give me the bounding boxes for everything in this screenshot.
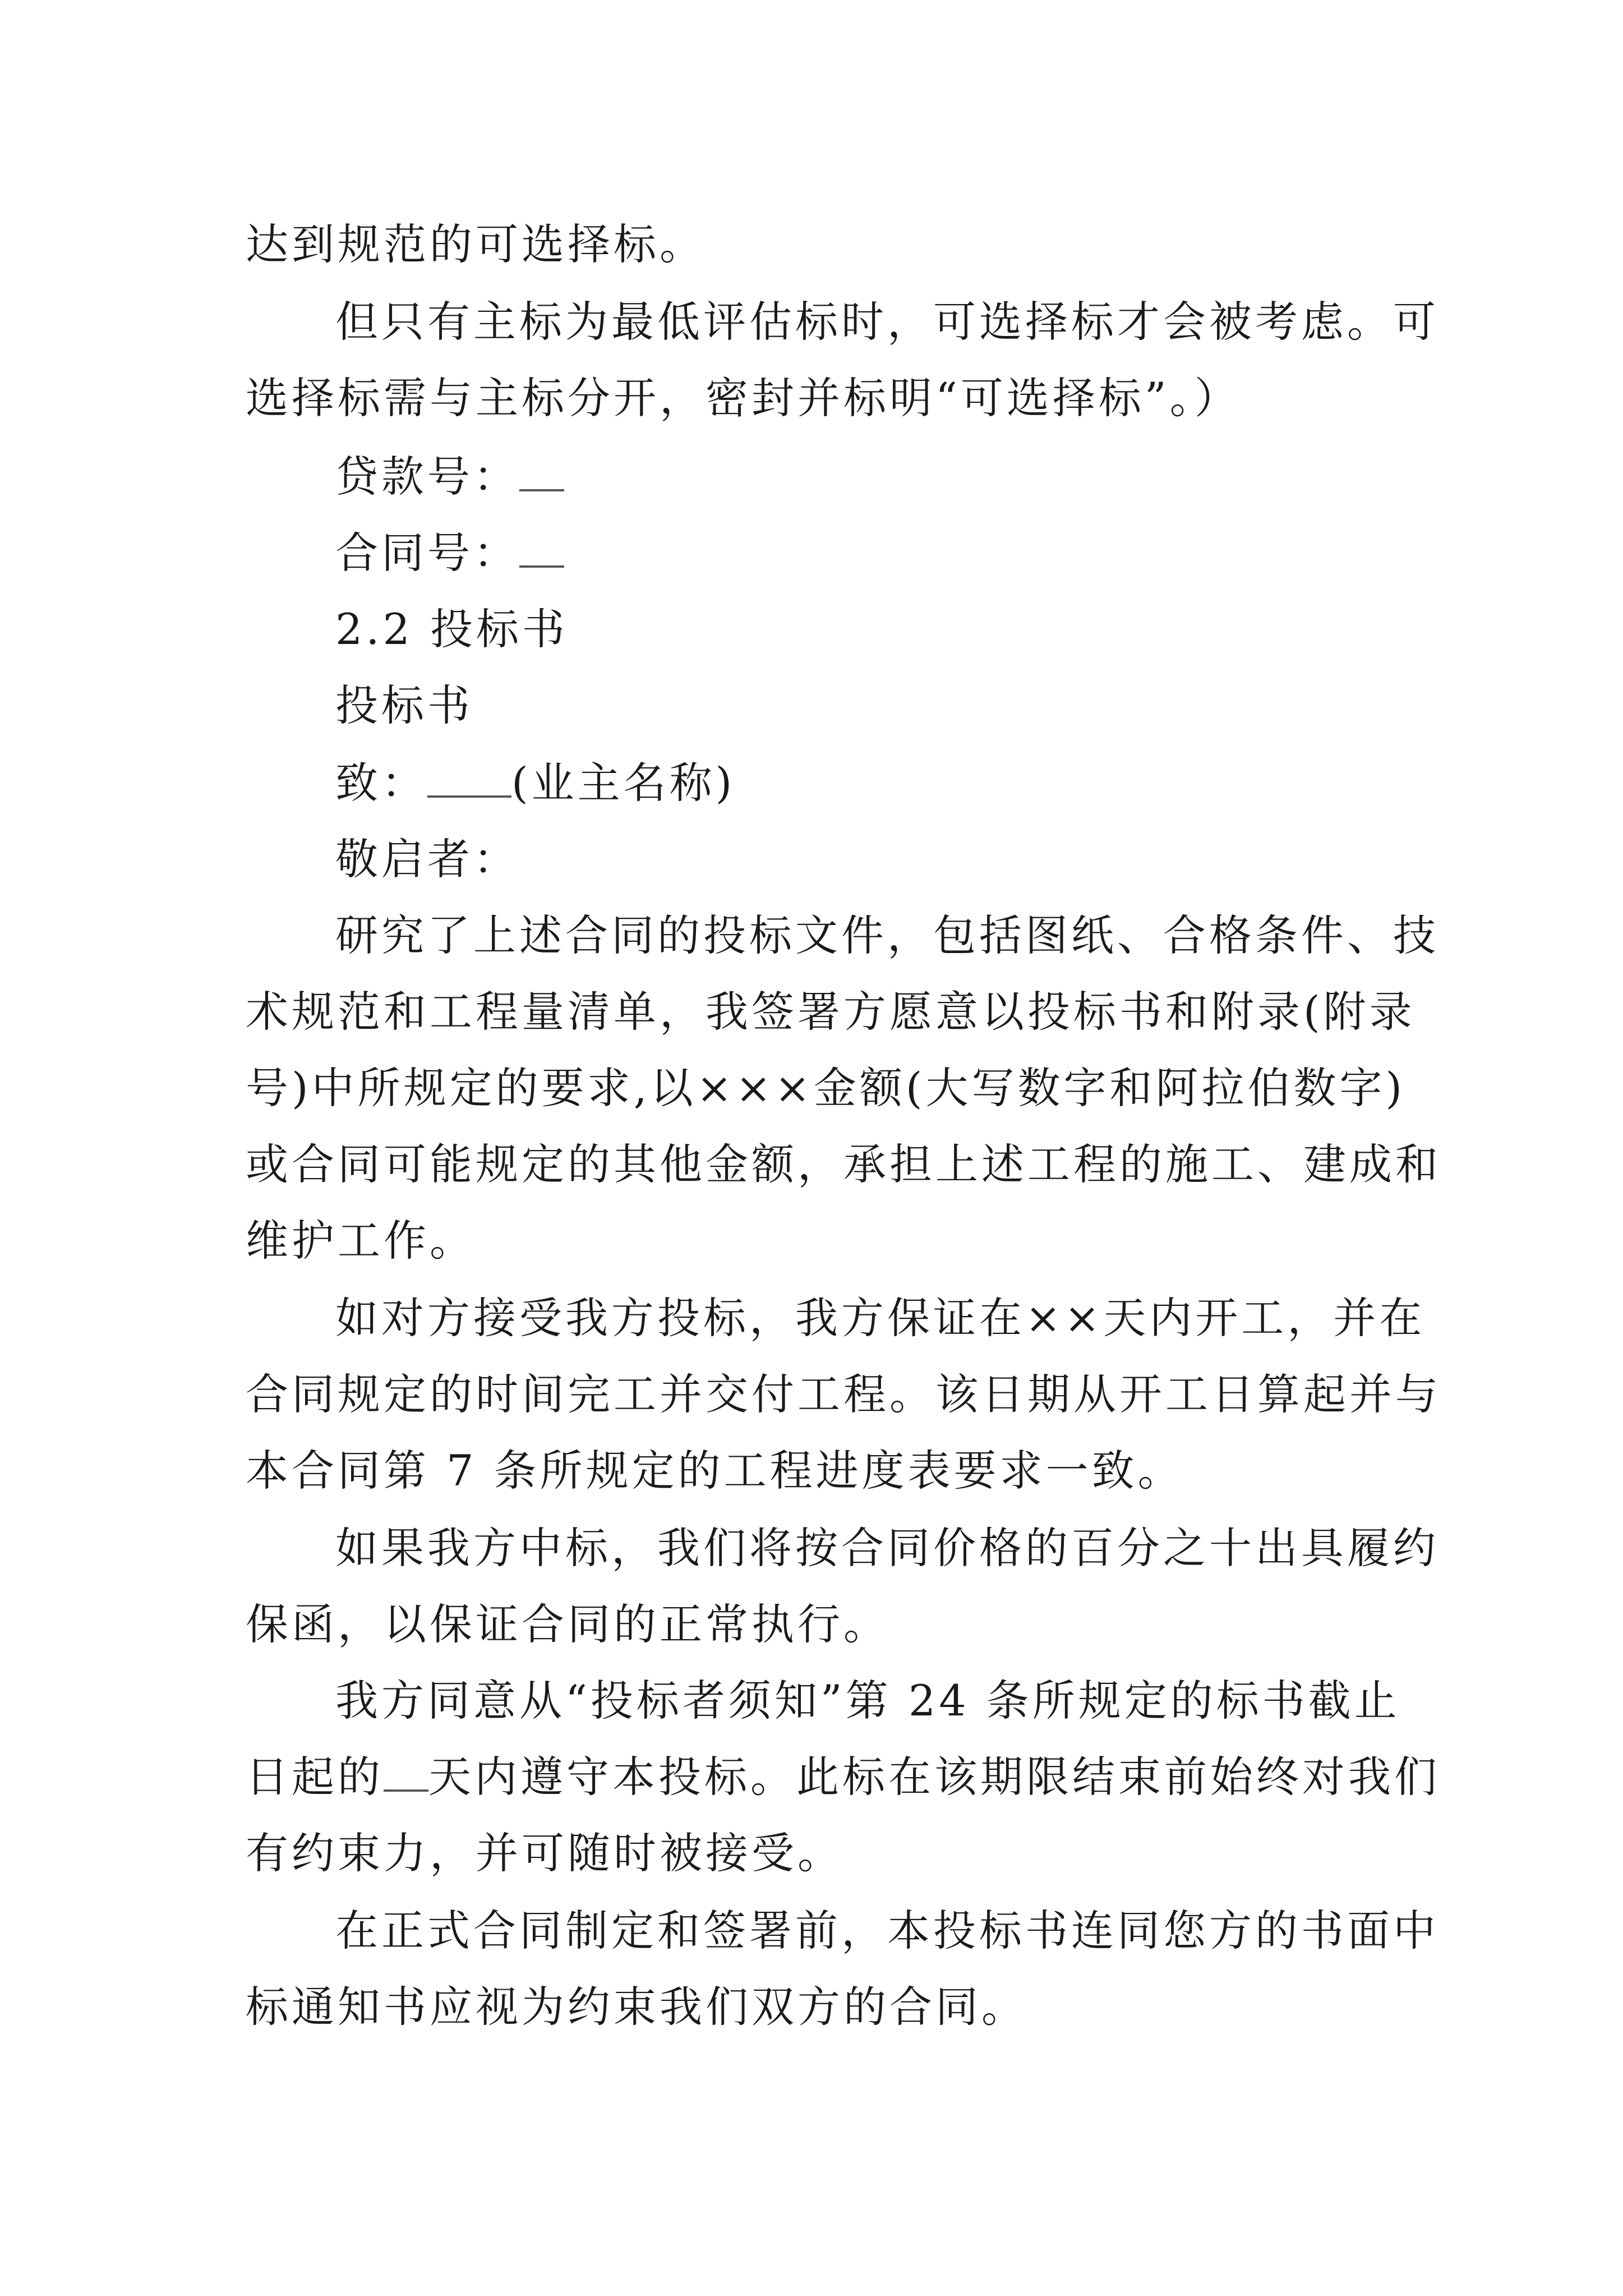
contract-number-blank — [519, 526, 564, 568]
text-line: 选择标需与主标分开，密封并标明“可选择标”。） — [246, 373, 1241, 423]
text-line: 在正式合同制定和签署前，本投标书连同您方的书面中 — [335, 1906, 1439, 1955]
loan-number-blank — [519, 450, 564, 491]
text-line: 研究了上述合同的投标文件，包括图纸、合格条件、技 — [335, 910, 1439, 960]
text-line: 或合同可能规定的其他金额，承担上述工程的施工、建成和 — [246, 1139, 1441, 1189]
document-title: 投标书 — [335, 680, 473, 730]
text-line: 如果我方中标，我们将按合同价格的百分之十出具履约 — [335, 1523, 1439, 1573]
text-line: 我方同意从“投标者须知”第 24 条所规定的标书截止 — [335, 1676, 1400, 1726]
text-line: 合同规定的时间完工并交付工程。该日期从开工日算起并与 — [246, 1369, 1441, 1419]
salutation: 敬启者： — [335, 834, 519, 884]
contract-number-label: 合同号： — [335, 528, 519, 578]
text-line: 本合同第 7 条所规定的工程进度表要求一致。 — [246, 1446, 1184, 1496]
text-line: 维护工作。 — [246, 1216, 476, 1266]
validity-text-before: 日起的 — [246, 1752, 384, 1802]
owner-name-blank — [427, 756, 511, 798]
section-heading: 2.2 投标书 — [335, 604, 569, 654]
loan-number-label: 贷款号： — [335, 452, 519, 501]
text-line: 但只有主标为最低评估标时，可选择标才会被考虑。可 — [335, 297, 1439, 347]
validity-line — [246, 1738, 1440, 1816]
text-line: 达到规范的可选择标。 — [246, 219, 706, 269]
text-line: 术规范和工程量清单，我签署方愿意以投标书和附录(附录 — [246, 987, 1415, 1037]
validity-text-after: 天内遵守本投标。此标在该期限结束前始终对我们 — [428, 1752, 1440, 1802]
text-line: 号)中所规定的要求,以×××金额(大写数字和阿拉伯数字) — [246, 1063, 1406, 1113]
addressee-line — [335, 744, 735, 822]
owner-name-hint: (业主名称) — [511, 758, 736, 808]
text-line: 保函，以保证合同的正常执行。 — [246, 1599, 889, 1649]
loan-number-line — [335, 438, 564, 516]
contract-number-line — [335, 514, 564, 592]
addressee-label: 致： — [335, 758, 427, 808]
text-line: 标通知书应视为约束我们双方的合同。 — [246, 1982, 1027, 2032]
text-line: 有约束力，并可随时被接受。 — [246, 1828, 843, 1878]
text-line: 如对方接受我方投标，我方保证在××天内开工，并在 — [335, 1293, 1426, 1343]
validity-days-blank — [384, 1750, 428, 1792]
